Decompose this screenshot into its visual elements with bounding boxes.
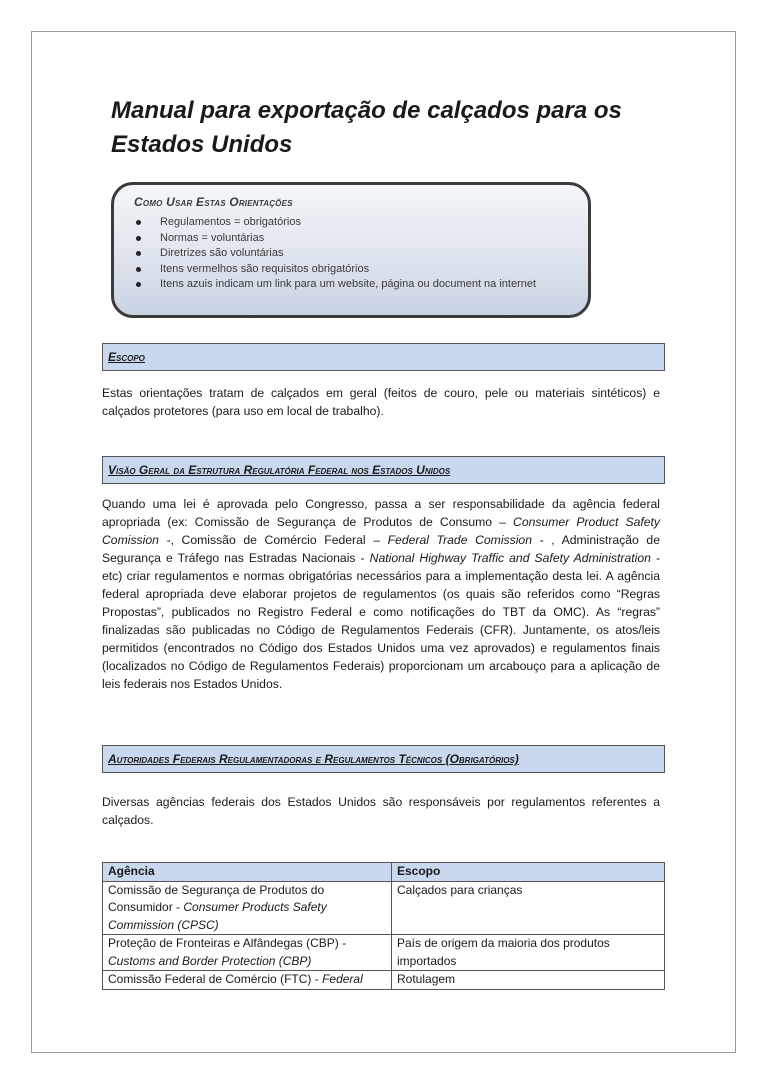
paragraph-escopo: Estas orientações tratam de calçados em geral (feitos de couro, pele ou materiais sintéticos) e calçados protetores (para uso em local de trabalho). — [102, 386, 660, 418]
table-row — [103, 971, 665, 990]
table-cell-agency: Proteção de Fronteiras e Alfândegas (CBP) - Customs and Border Protection (CBP) — [103, 935, 392, 971]
title-line-2: Estados Unidos — [111, 131, 293, 158]
table-cell-scope: Rotulagem — [392, 971, 665, 990]
agency-table — [102, 862, 665, 990]
guide-item: Regulamentos = obrigatórios — [134, 215, 570, 231]
table-row — [103, 881, 665, 935]
table-cell-scope: Calçados para crianças — [392, 881, 665, 935]
section-heading-escopo: Escopo — [102, 343, 665, 371]
table-cell-agency: Comissão de Segurança de Produtos do Consumidor - Consumer Products Safety Commission (CPSC) — [103, 881, 392, 935]
guide-box-title: Como Usar Estas Orientações — [134, 195, 293, 209]
document-title — [111, 94, 671, 162]
bullet-icon — [136, 251, 141, 256]
table-header-agencia: Agência — [103, 863, 392, 882]
section-heading-visao-geral: Visão Geral da Estrutura Regulatória Federal nos Estados Unidos — [102, 456, 665, 484]
paragraph-autoridades: Diversas agências federais dos Estados Unidos são responsáveis por regulamentos referentes a calçados. — [102, 795, 660, 827]
guide-box — [111, 182, 591, 318]
guide-item: Normas = voluntárias — [134, 231, 570, 247]
section-heading-autoridades: Autoridades Federais Regulamentadoras e Regulamentos Técnicos (Obrigatórios) — [102, 745, 665, 773]
table-row — [103, 935, 665, 971]
paragraph-visao-geral: Quando uma lei é aprovada pelo Congresso, passa a ser responsabilidade da agência federal apropriada (ex: Comissão de Segurança de Produtos de Consumo – Consumer Product Safety Comission -, Comissão de Comércio Federal – Federal Trade Comission - , Administração de Segurança e Tráfego nas Estradas Nacionais - National Highway Traffic and Safety Administration - etc) criar regulamentos e normas obrigatórias necessários para a implementação desta lei. A agência federal apropriada deve elaborar projetos de regulamentos (os quais são referidos como “Regras Propostas”, publicados no Registro Federal e como notificações do TBT da OMC). As “regras” finalizadas são publicadas no Código de Regulamentos Federais (CFR). Juntamente, os atos/leis permitidos (encontrados no Código dos Estados Unidos uma vez aprovados) e regulamentos finais (localizados no Código de Regulamentos Federais) proporcionam um arcabouço para a aplicação de leis federais nos Estados Unidos. — [102, 497, 661, 691]
title-line-1: Manual para exportação de calçados para os — [111, 97, 622, 124]
guide-item: Itens azuis indicam um link para um website, página ou document na internet — [134, 277, 570, 293]
bullet-icon — [136, 220, 141, 225]
bullet-icon — [136, 236, 141, 241]
bullet-icon — [136, 267, 141, 272]
table-cell-scope: País de origem da maioria dos produtos importados — [392, 935, 665, 971]
bullet-icon — [136, 282, 141, 287]
guide-list — [134, 215, 570, 293]
guide-item: Diretrizes são voluntárias — [134, 246, 570, 262]
table-header-escopo: Escopo — [392, 863, 665, 882]
guide-item: Itens vermelhos são requisitos obrigatórios — [134, 262, 570, 278]
table-header-row — [103, 863, 665, 882]
table-cell-agency: Comissão Federal de Comércio (FTC) - Federal — [103, 971, 392, 990]
